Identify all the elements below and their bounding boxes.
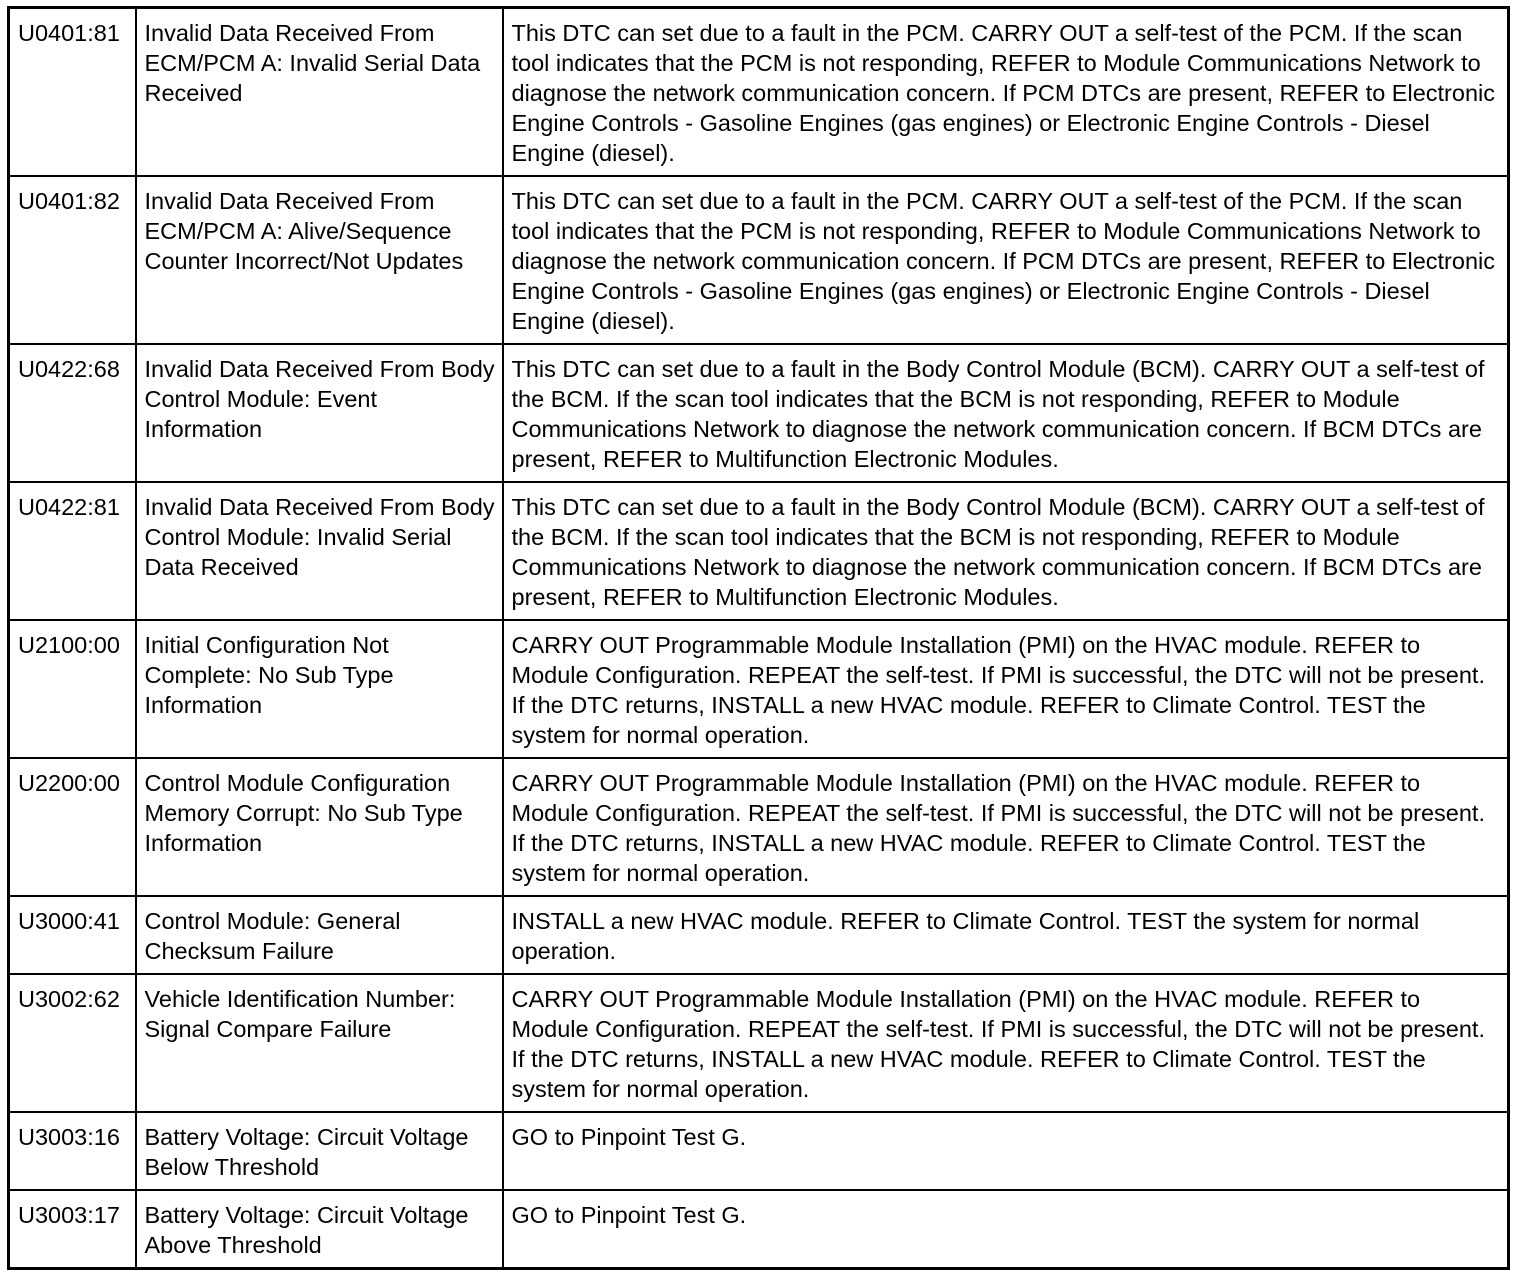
dtc-action-cell: This DTC can set due to a fault in the Body Control Module (BCM). CARRY OUT a self-test of the BCM. If the scan tool indicates that the BCM is not responding, REFER to Module Communications Network to diagnose the network communication concern. If BCM DTCs are present, REFER to Multifunction Electronic Modules. [503, 344, 1509, 482]
dtc-action-cell: This DTC can set due to a fault in the PCM. CARRY OUT a self-test of the PCM. If the scan tool indicates that the PCM is not responding, REFER to Module Communications Network to diagnose the network communication concern. If PCM DTCs are present, REFER to Electronic Engine Controls - Gasoline Engines (gas engines) or Electronic Engine Controls - Diesel Engine (diesel). [503, 8, 1509, 177]
table-row [9, 482, 1509, 620]
dtc-code-cell: U0401:82 [9, 176, 136, 344]
dtc-table [7, 6, 1510, 1270]
table-row [9, 974, 1509, 1112]
dtc-description-cell: Invalid Data Received From Body Control Module: Invalid Serial Data Received [136, 482, 503, 620]
dtc-action-cell: CARRY OUT Programmable Module Installation (PMI) on the HVAC module. REFER to Module Configuration. REPEAT the self-test. If PMI is successful, the DTC will not be present. If the DTC returns, INSTALL a new HVAC module. REFER to Climate Control. TEST the system for normal operation. [503, 620, 1509, 758]
table-row [9, 176, 1509, 344]
dtc-action-cell: GO to Pinpoint Test G. [503, 1112, 1509, 1190]
table-row [9, 8, 1509, 177]
dtc-code-cell: U3002:62 [9, 974, 136, 1112]
table-row [9, 1112, 1509, 1190]
table-row [9, 620, 1509, 758]
dtc-code-cell: U0401:81 [9, 8, 136, 177]
dtc-code-cell: U0422:68 [9, 344, 136, 482]
dtc-description-cell: Initial Configuration Not Complete: No Sub Type Information [136, 620, 503, 758]
dtc-code-cell: U3003:17 [9, 1190, 136, 1269]
dtc-description-cell: Control Module: General Checksum Failure [136, 896, 503, 974]
dtc-description-cell: Invalid Data Received From ECM/PCM A: Invalid Serial Data Received [136, 8, 503, 177]
dtc-action-cell: This DTC can set due to a fault in the PCM. CARRY OUT a self-test of the PCM. If the scan tool indicates that the PCM is not responding, REFER to Module Communications Network to diagnose the network communication concern. If PCM DTCs are present, REFER to Electronic Engine Controls - Gasoline Engines (gas engines) or Electronic Engine Controls - Diesel Engine (diesel). [503, 176, 1509, 344]
table-row [9, 1190, 1509, 1269]
dtc-description-cell: Control Module Configuration Memory Corrupt: No Sub Type Information [136, 758, 503, 896]
dtc-action-cell: This DTC can set due to a fault in the Body Control Module (BCM). CARRY OUT a self-test of the BCM. If the scan tool indicates that the BCM is not responding, REFER to Module Communications Network to diagnose the network communication concern. If BCM DTCs are present, REFER to Multifunction Electronic Modules. [503, 482, 1509, 620]
dtc-action-cell: GO to Pinpoint Test G. [503, 1190, 1509, 1269]
table-row [9, 758, 1509, 896]
dtc-description-cell: Battery Voltage: Circuit Voltage Below Threshold [136, 1112, 503, 1190]
table-row [9, 896, 1509, 974]
dtc-description-cell: Vehicle Identification Number: Signal Compare Failure [136, 974, 503, 1112]
dtc-description-cell: Invalid Data Received From Body Control Module: Event Information [136, 344, 503, 482]
dtc-action-cell: INSTALL a new HVAC module. REFER to Climate Control. TEST the system for normal operation. [503, 896, 1509, 974]
dtc-action-cell: CARRY OUT Programmable Module Installation (PMI) on the HVAC module. REFER to Module Configuration. REPEAT the self-test. If PMI is successful, the DTC will not be present. If the DTC returns, INSTALL a new HVAC module. REFER to Climate Control. TEST the system for normal operation. [503, 758, 1509, 896]
dtc-description-cell: Battery Voltage: Circuit Voltage Above Threshold [136, 1190, 503, 1269]
dtc-code-cell: U2200:00 [9, 758, 136, 896]
dtc-description-cell: Invalid Data Received From ECM/PCM A: Alive/Sequence Counter Incorrect/Not Updates [136, 176, 503, 344]
dtc-code-cell: U3000:41 [9, 896, 136, 974]
dtc-code-cell: U0422:81 [9, 482, 136, 620]
table-row [9, 344, 1509, 482]
dtc-code-cell: U2100:00 [9, 620, 136, 758]
dtc-code-cell: U3003:16 [9, 1112, 136, 1190]
dtc-action-cell: CARRY OUT Programmable Module Installation (PMI) on the HVAC module. REFER to Module Configuration. REPEAT the self-test. If PMI is successful, the DTC will not be present. If the DTC returns, INSTALL a new HVAC module. REFER to Climate Control. TEST the system for normal operation. [503, 974, 1509, 1112]
